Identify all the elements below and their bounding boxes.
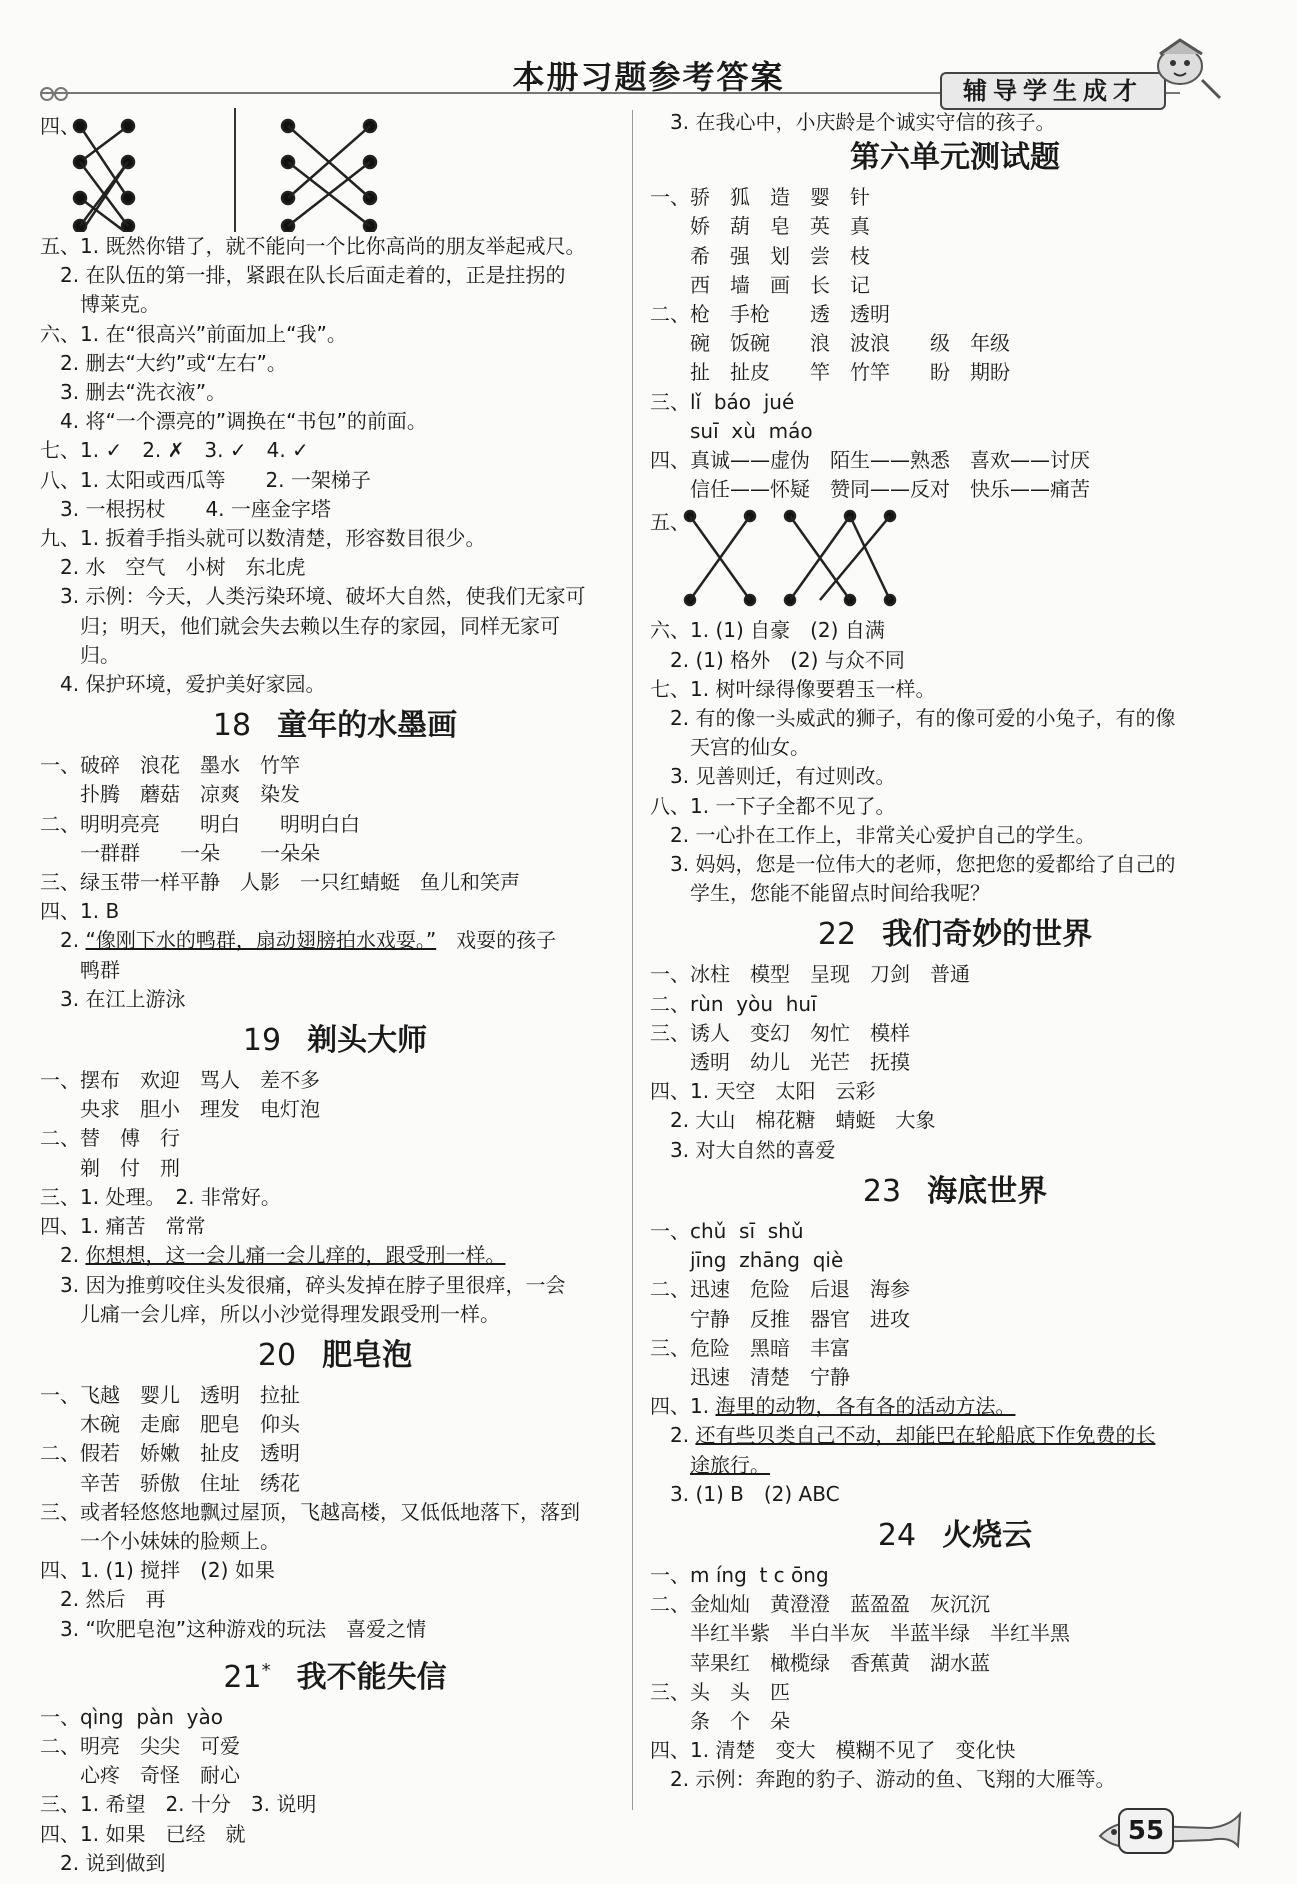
- answer-line: 剃 付 刑: [40, 1155, 180, 1180]
- answer-line: 三、诱人 变幻 匆忙 模样: [650, 1020, 910, 1045]
- answer-line: 四、1. 痛苦 常常: [40, 1214, 206, 1239]
- mascot-icon: [1140, 36, 1230, 106]
- answer-line: 辛苦 骄傲 住址 绣花: [40, 1470, 300, 1495]
- answer-line: 三、1. 处理。 2. 非常好。: [40, 1184, 281, 1209]
- answer-line: 博莱克。: [40, 292, 160, 317]
- answer-line: 宁静 反推 器官 进攻: [650, 1306, 910, 1331]
- answer-block: [650, 616, 1260, 908]
- answer-line: 二、明亮 尖尖 可爱: [40, 1733, 240, 1758]
- answer-line: 四、1. 天空 太阳 云彩: [650, 1079, 876, 1104]
- page-number: 55: [1118, 1808, 1174, 1854]
- answer-line: 3. 示例：今天，人类污染环境、破坏大自然，使我们无家可: [40, 584, 586, 609]
- answer-line: 四、1. 如果 已经 就: [40, 1821, 246, 1846]
- answer-line: 2. 还有些贝类自己不动，却能巴在轮船底下作免费的长: [650, 1423, 1156, 1448]
- answer-line: 七、1. 树叶绿得像要碧玉一样。: [650, 676, 936, 701]
- answer-block: [40, 232, 630, 699]
- answer-line: 3. 对大自然的喜爱: [650, 1137, 836, 1162]
- answer-line: 三、绿玉带一样平静 人影 一只红蜻蜓 鱼儿和笑声: [40, 870, 520, 895]
- answer-line: 3. 一根拐杖 4. 一座金字塔: [40, 496, 331, 521]
- answer-line: 3. (1) B (2) ABC: [650, 1481, 840, 1506]
- answer-line: 三、头 头 匹: [650, 1679, 790, 1704]
- answer-line: 3. 妈妈，您是一位伟大的老师，您把您的爱都给了自己的: [650, 852, 1176, 877]
- answer-line: 扯 扯皮 竿 竹竿 盼 期盼: [650, 360, 1010, 385]
- answer-line: 半红半紫 半白半灰 半蓝半绿 半红半黑: [650, 1621, 1070, 1646]
- answer-line: 五、1. 既然你错了，就不能向一个比你高尚的朋友举起戒尺。: [40, 234, 586, 258]
- answer-line: 3. 见善则迁，有过则改。: [650, 764, 896, 789]
- answer-line: 四、1. B: [40, 899, 120, 924]
- answer-line: 3. 在我心中，小庆龄是个诚实守信的孩子。: [650, 110, 1056, 134]
- question-number: 四、: [40, 114, 80, 138]
- answer-line: 2. 水 空气 小树 东北虎: [40, 555, 306, 580]
- answer-line: 一、飞越 婴儿 透明 拉扯: [40, 1382, 300, 1407]
- page-title: 本册习题参考答案: [512, 58, 785, 96]
- answer-line: 娇 葫 皂 英 真: [650, 214, 870, 239]
- answer-line: 扑腾 蘑菇 凉爽 染发: [40, 782, 300, 807]
- answer-block: [40, 1381, 630, 1644]
- section-heading: 18 童年的水墨画: [212, 708, 458, 744]
- answer-line: 四、真诚——虚伪 陌生——熟悉 喜欢——讨厌: [650, 448, 1090, 473]
- answer-line: 2. 有的像一头威武的狮子，有的像可爱的小兔子，有的像: [650, 706, 1176, 731]
- answer-line: 四、1. 清楚 变大 模糊不见了 变化快: [650, 1738, 1016, 1763]
- answer-line: 二、明明亮亮 明白 明明白白: [40, 811, 360, 836]
- answer-line: 3. 删去“洗衣液”。: [40, 380, 227, 405]
- answer-line: 鸭群: [40, 957, 120, 982]
- answer-line: 3. 因为推剪咬住头发很痛，碎头发掉在脖子里很痒，一会: [40, 1272, 566, 1297]
- matching-lines: [650, 504, 1050, 616]
- section-heading: 21* 我不能失信: [223, 1659, 447, 1695]
- answer-line: 八、1. 一下子全都不见了。: [650, 793, 896, 818]
- answer-line: 3. 在江上游泳: [40, 986, 186, 1011]
- answer-line: 九、1. 扳着手指头就可以数清楚，形容数目很少。: [40, 526, 486, 551]
- answer-block: [650, 183, 1260, 504]
- answer-line: 一群群 一朵 一朵朵: [40, 840, 320, 865]
- answer-line: 归；明天，他们就会失去赖以生存的家园，同样无家可: [40, 613, 560, 638]
- answer-line: 木碗 走廊 肥皂 仰头: [40, 1412, 300, 1437]
- answer-line: 二、金灿灿 黄澄澄 蓝盈盈 灰沉沉: [650, 1592, 990, 1617]
- answer-line: 三、1. 希望 2. 十分 3. 说明: [40, 1792, 317, 1817]
- answer-line: 二、rùn yòu huī: [650, 991, 817, 1016]
- answer-line: 二、替 傅 行: [40, 1126, 180, 1151]
- answer-line: 2. 一心扑在工作上，非常关心爱护自己的学生。: [650, 822, 1096, 847]
- answer-block: [650, 960, 1260, 1164]
- series-badge: 辅导学生成才: [940, 72, 1166, 110]
- answer-line: 4. 将“一个漂亮的”调换在“书包”的前面。: [40, 409, 427, 434]
- answer-line: 2. 在队伍的第一排，紧跟在队长后面走着的，正是拄拐的: [40, 263, 566, 288]
- answer-line: 六、1. 在“很高兴”前面加上“我”。: [40, 321, 347, 346]
- answer-line: 信任——怀疑 赞同——反对 快乐——痛苦: [650, 477, 1090, 502]
- answer-line: 六、1. (1) 自豪 (2) 自满: [650, 618, 885, 643]
- matching-lines: [40, 108, 600, 232]
- rule-dot-icon: [54, 87, 68, 101]
- section-heading: 19 剃头大师: [242, 1023, 428, 1059]
- unit-test-heading: 第六单元测试题: [850, 140, 1060, 176]
- answer-line: 4. 保护环境，爱护美好家园。: [40, 672, 326, 697]
- answer-line: 2. 大山 棉花糖 蜻蜓 大象: [650, 1108, 936, 1133]
- answer-block: [40, 1703, 630, 1878]
- answer-line: 2. 示例：奔跑的豹子、游动的鱼、飞翔的大雁等。: [650, 1767, 1116, 1792]
- answer-line: 二、迅速 危险 后退 海参: [650, 1277, 910, 1302]
- answer-line: 一、m íng t c ōng: [650, 1562, 829, 1587]
- matching-diagram-left: [40, 108, 630, 232]
- answer-block: [650, 1217, 1260, 1509]
- answer-line: 2. 说到做到: [40, 1850, 166, 1875]
- column-divider: [632, 110, 633, 1810]
- answer-block: [650, 1561, 1260, 1795]
- answer-line: 一、骄 狐 造 婴 针: [650, 185, 870, 210]
- answer-line: 碗 饭碗 浪 波浪 级 年级: [650, 331, 1010, 356]
- answer-line: 一个小妹妹的脸颊上。: [40, 1528, 280, 1553]
- answer-line: 四、1. (1) 搅拌 (2) 如果: [40, 1558, 275, 1583]
- section-heading: 23 海底世界: [862, 1173, 1048, 1209]
- answer-line: 西 墙 画 长 记: [650, 272, 870, 297]
- answer-line: 一、破碎 浪花 墨水 竹竿: [40, 753, 300, 778]
- answer-line: suī xù máo: [650, 418, 813, 443]
- answer-block: [40, 751, 630, 1014]
- answer-line: 心疼 奇怪 耐心: [40, 1763, 240, 1788]
- right-column: [650, 108, 1260, 1795]
- answer-line: 二、假若 娇嫩 扯皮 透明: [40, 1441, 300, 1466]
- section-heading: 24 火烧云: [877, 1517, 1033, 1553]
- answer-line: 迅速 清楚 宁静: [650, 1364, 850, 1389]
- left-column: [40, 108, 630, 1878]
- answer-line: 2. “像刚下水的鸭群，扇动翅膀拍水戏耍。” 戏耍的孩子: [40, 928, 557, 953]
- answer-line: 天宫的仙女。: [650, 735, 810, 760]
- answer-line: 归。: [40, 642, 120, 667]
- answer-line: 2. 删去“大约”或“左右”。: [40, 350, 287, 375]
- answer-line: 二、枪 手枪 透 透明: [650, 302, 890, 327]
- answer-line: 三、lǐ báo jué: [650, 389, 795, 414]
- answer-line: 四、1. 海里的动物，各有各的活动方法。: [650, 1394, 1016, 1419]
- rule-dot-icon: [40, 87, 54, 101]
- answer-line: 希 强 划 尝 枝: [650, 243, 870, 268]
- section-heading: 20 肥皂泡: [257, 1337, 413, 1373]
- answer-line: 央求 胆小 理发 电灯泡: [40, 1097, 320, 1122]
- answer-line: 2. 然后 再: [40, 1587, 166, 1612]
- answer-block: [40, 1066, 630, 1329]
- matching-diagram-right: [650, 504, 1260, 616]
- answer-line: 2. 你想想，这一会儿痛一会儿痒的，跟受刑一样。: [40, 1243, 506, 1268]
- answer-line: 3. “吹肥皂泡”这种游戏的玩法 喜爱之情: [40, 1616, 427, 1641]
- answer-line: 条 个 朵: [650, 1708, 790, 1733]
- answer-line: jīng zhāng qiè: [650, 1248, 844, 1273]
- answer-line: 一、chǔ sī shǔ: [650, 1218, 804, 1243]
- answer-line: 一、qìng pàn yào: [40, 1704, 224, 1729]
- answer-line: 苹果红 橄榄绿 香蕉黄 湖水蓝: [650, 1650, 990, 1675]
- answer-line: 七、1. ✓ 2. ✗ 3. ✓ 4. ✓: [40, 438, 309, 463]
- answer-line: 一、冰柱 模型 呈现 刀剑 普通: [650, 962, 970, 987]
- answer-line: 学生，您能不能留点时间给我呢？: [650, 881, 990, 906]
- answer-line: 透明 幼儿 光芒 抚摸: [650, 1050, 910, 1075]
- answer-line: 八、1. 太阳或西瓜等 2. 一架梯子: [40, 467, 371, 492]
- answer-line: 途旅行。: [690, 1452, 770, 1477]
- section-heading: 22 我们奇妙的世界: [817, 917, 1093, 953]
- answer-line: 2. (1) 格外 (2) 与众不同: [650, 647, 905, 672]
- answer-line: 三、或者轻悠悠地飘过屋顶，飞越高楼，又低低地落下，落到: [40, 1499, 580, 1524]
- question-number: 五、: [650, 510, 690, 535]
- answer-line: 儿痛一会儿痒，所以小沙觉得理发跟受刑一样。: [40, 1301, 500, 1326]
- answer-line: 三、危险 黑暗 丰富: [650, 1335, 850, 1360]
- answer-line: 一、摆布 欢迎 骂人 差不多: [40, 1068, 320, 1093]
